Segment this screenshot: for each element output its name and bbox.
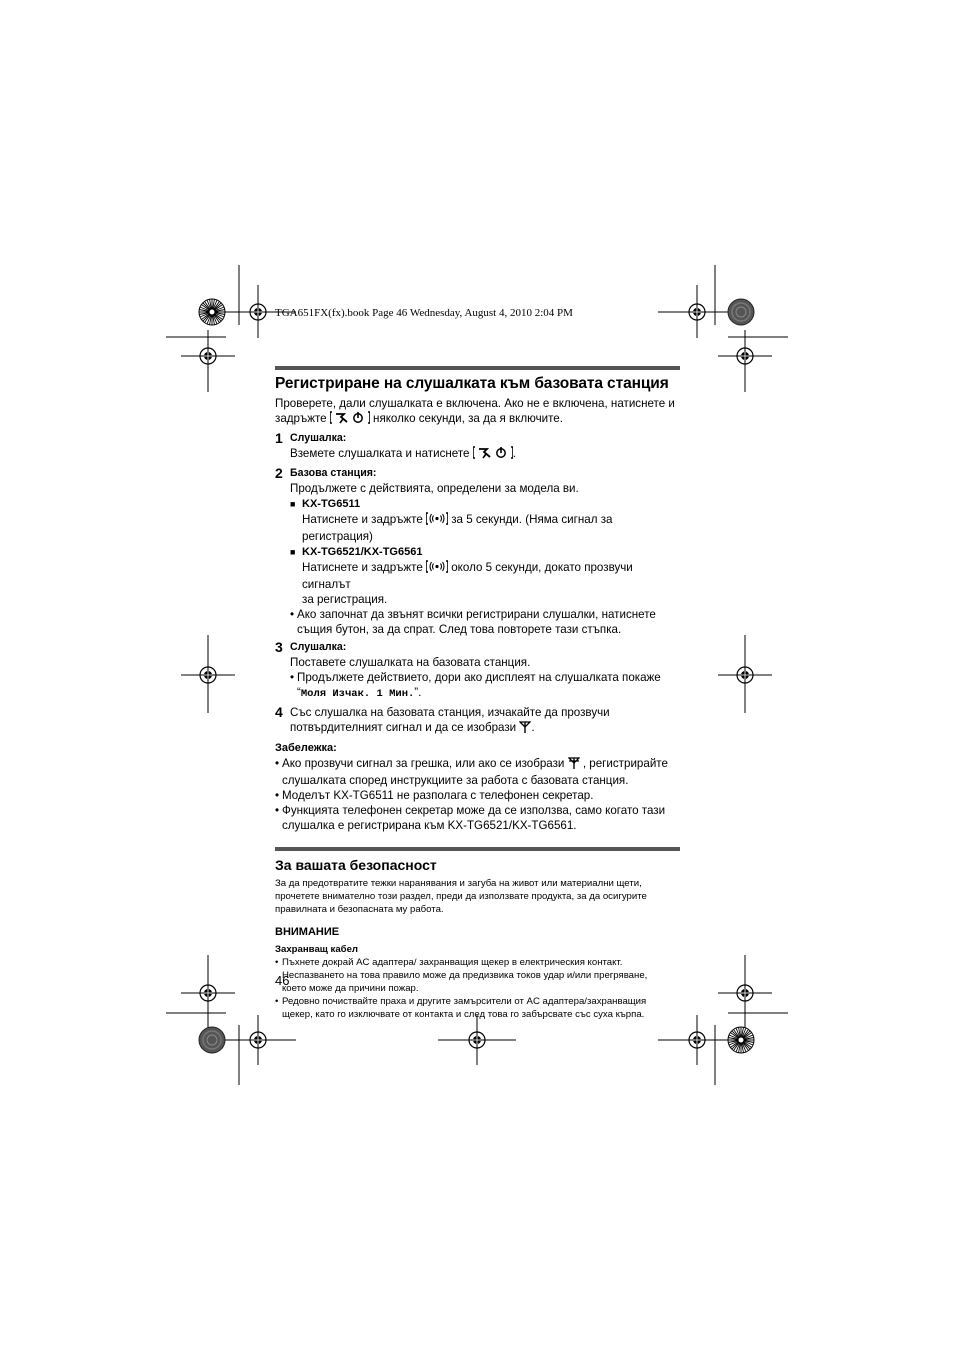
locator-key-icon	[426, 512, 448, 529]
step-number: 3	[275, 639, 283, 655]
caution-heading: ВНИМАНИЕ	[275, 926, 340, 938]
intro-line-1: Проверете, дали слушалката е включена. Ако не е включена, натиснете и	[275, 397, 675, 410]
antenna-icon	[519, 721, 531, 737]
step-2	[275, 466, 680, 637]
antenna-error-icon	[568, 757, 580, 773]
step-text: Продължете с действията, определени за модела ви.	[290, 482, 579, 495]
power-cord-heading: Захранващ кабел	[275, 944, 359, 955]
section-title-safety: За вашата безопасност	[275, 857, 437, 873]
step-number: 4	[275, 704, 283, 720]
off-power-key-icon	[473, 446, 513, 463]
safety-item: • Редовно почиствайте праха и другите замърсители от AC адаптера/захранващия щекер, като го изключвате от контакта и след това го забърсвате със суха кърпа.	[275, 996, 647, 1020]
section-rule	[275, 366, 680, 370]
note-item: • Функцията телефонен секретар може да се използва, само когато тази слушалка е регистрирана към KX-TG6521/KX-TG6561.	[275, 804, 666, 832]
step-bullet: • Ако започнат да звънят всички регистрирани слушалки, натиснете същия бутон, за да спрат. След това повторете тази стъпка.	[290, 608, 656, 636]
note-item: • Ако прозвучи сигнал за грешка, или ако се изобрази , регистрирайте слушалката според инструкциите за работа с базовата станция.	[275, 757, 668, 787]
display-message: Моля Изчак. 1 Мин.	[300, 688, 415, 700]
model-instruction: Натиснете и задръжте около 5 секунди, докато прозвучи сигналът	[302, 561, 633, 591]
step-text: Поставете слушалката на базовата станция.	[290, 656, 531, 669]
page-content	[275, 366, 680, 1021]
model-instruction-cont: за регистрация.	[302, 593, 388, 606]
section-title-registration: Регистриране на слушалката към базовата станция	[275, 375, 669, 392]
section-rule	[275, 847, 680, 851]
step-text: Със слушалка на базовата станция, изчакайте да прозвучи	[290, 706, 610, 719]
safety-item: • Пъхнете докрай AC адаптера/ захранващия щекер в електрическия контакт. Неспазването на това правило може да предизвика токов удар и/или прегряване, което може да причини пожар.	[275, 957, 648, 994]
step-bullet: • Продължете действието, дори ако дисплеят на слушалката покаже “Моля Изчак. 1 Мин.”.	[290, 671, 661, 700]
step-4	[275, 705, 680, 737]
step-3	[275, 640, 680, 702]
step-label: Базова станция:	[290, 467, 377, 479]
book-header-line: TGA651FX(fx).book Page 46 Wednesday, August 4, 2010 2:04 PM	[275, 307, 573, 319]
step-label: Слушалка:	[290, 432, 347, 444]
model-heading: ■ KX-TG6521/KX-TG6561	[290, 546, 423, 558]
step-1	[275, 431, 680, 463]
intro-line-2: задръжте няколко секунди, за да я включите.	[275, 411, 680, 428]
locator-key-icon	[426, 560, 448, 577]
step-text: Вземете слушалката и натиснете .	[290, 446, 680, 463]
model-instruction: Натиснете и задръжте за 5 секунди. (Няма сигнал за регистрация)	[302, 513, 613, 543]
note-item: • Моделът KX-TG6511 не разполага с телефонен секретар.	[275, 789, 594, 802]
step-number: 1	[275, 430, 283, 446]
safety-intro: За да предотвратите тежки наранявания и загуба на живот или материални щети, прочетете внимателно този раздел, преди да използвате продукта, за да осигурите правилната и безопасната му работа.	[275, 878, 647, 915]
step-number: 2	[275, 465, 283, 481]
step-label: Слушалка:	[290, 641, 347, 653]
note-label: Забележка:	[275, 742, 337, 754]
page-number: 46	[275, 973, 290, 988]
step-text-cont: потвърдителният сигнал и да се изобрази .	[290, 720, 680, 737]
off-power-key-icon	[330, 411, 370, 428]
model-heading: ■ KX-TG6511	[290, 498, 361, 510]
